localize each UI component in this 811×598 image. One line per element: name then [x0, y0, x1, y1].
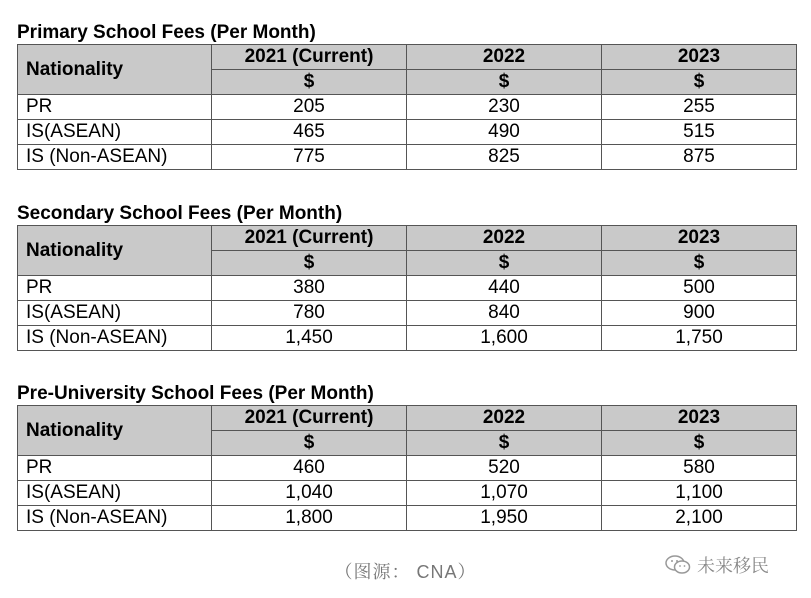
fee-cell: 900: [602, 301, 797, 326]
secondary-fees-table: [17, 225, 797, 351]
currency-header: $: [602, 70, 797, 95]
section-title: Pre-University School Fees (Per Month): [17, 383, 374, 404]
nationality-header: Nationality: [18, 226, 212, 276]
currency-header: $: [212, 431, 407, 456]
currency-header: $: [602, 251, 797, 276]
nationality-header: Nationality: [18, 45, 212, 95]
nationality-cell: IS(ASEAN): [18, 301, 212, 326]
fee-cell: 1,040: [212, 481, 407, 506]
watermark-text: 未来移民: [697, 556, 769, 576]
nationality-cell: PR: [18, 276, 212, 301]
section-title: Secondary School Fees (Per Month): [17, 203, 343, 224]
year-header: 2023: [602, 406, 797, 431]
nationality-cell: IS(ASEAN): [18, 120, 212, 145]
fee-cell: 1,450: [212, 326, 407, 351]
fee-cell: 460: [212, 456, 407, 481]
currency-header: $: [602, 431, 797, 456]
nationality-cell: IS (Non-ASEAN): [18, 145, 212, 170]
fee-cell: 1,600: [407, 326, 602, 351]
fee-cell: 255: [602, 95, 797, 120]
currency-header: $: [212, 251, 407, 276]
wechat-icon: [665, 555, 691, 575]
year-header: 2022: [407, 406, 602, 431]
section-title: Primary School Fees (Per Month): [17, 22, 316, 43]
table-header-row: [18, 406, 797, 431]
fee-cell: 580: [602, 456, 797, 481]
nationality-cell: IS (Non-ASEAN): [18, 506, 212, 531]
secondary-fees-section: [17, 203, 796, 351]
year-header: 2022: [407, 45, 602, 70]
table-header-row: [18, 226, 797, 251]
nationality-cell: PR: [18, 95, 212, 120]
nationality-cell: IS(ASEAN): [18, 481, 212, 506]
year-header: 2023: [602, 45, 797, 70]
table-row: [18, 301, 797, 326]
table-row: [18, 145, 797, 170]
pre-university-fees-table: [17, 405, 797, 531]
fee-cell: 465: [212, 120, 407, 145]
table-row: [18, 95, 797, 120]
year-header: 2021 (Current): [212, 45, 407, 70]
year-header: 2021 (Current): [212, 406, 407, 431]
watermark: [665, 552, 769, 578]
year-header: 2021 (Current): [212, 226, 407, 251]
currency-header: $: [407, 431, 602, 456]
image-source-caption: （图源： CNA）: [334, 562, 477, 582]
fee-cell: 775: [212, 145, 407, 170]
fee-cell: 1,070: [407, 481, 602, 506]
fee-cell: 1,950: [407, 506, 602, 531]
table-row: [18, 276, 797, 301]
year-header: 2022: [407, 226, 602, 251]
table-row: [18, 506, 797, 531]
primary-fees-table: [17, 44, 797, 170]
pre-university-fees-section: [17, 383, 796, 531]
table-header-row: [18, 45, 797, 70]
fee-cell: 515: [602, 120, 797, 145]
fee-cell: 1,750: [602, 326, 797, 351]
fee-cell: 205: [212, 95, 407, 120]
fee-cell: 230: [407, 95, 602, 120]
year-header: 2023: [602, 226, 797, 251]
nationality-header: Nationality: [18, 406, 212, 456]
nationality-cell: PR: [18, 456, 212, 481]
currency-header: $: [407, 70, 602, 95]
fee-cell: 500: [602, 276, 797, 301]
nationality-cell: IS (Non-ASEAN): [18, 326, 212, 351]
fee-cell: 840: [407, 301, 602, 326]
table-row: [18, 456, 797, 481]
fee-cell: 520: [407, 456, 602, 481]
currency-header: $: [407, 251, 602, 276]
table-row: [18, 120, 797, 145]
fee-cell: 490: [407, 120, 602, 145]
fee-cell: 380: [212, 276, 407, 301]
table-row: [18, 481, 797, 506]
currency-header: $: [212, 70, 407, 95]
fee-cell: 875: [602, 145, 797, 170]
fee-cell: 825: [407, 145, 602, 170]
fee-cell: 1,100: [602, 481, 797, 506]
fee-cell: 440: [407, 276, 602, 301]
fee-cell: 2,100: [602, 506, 797, 531]
fee-cell: 780: [212, 301, 407, 326]
fee-cell: 1,800: [212, 506, 407, 531]
primary-fees-section: [17, 22, 796, 170]
table-row: [18, 326, 797, 351]
